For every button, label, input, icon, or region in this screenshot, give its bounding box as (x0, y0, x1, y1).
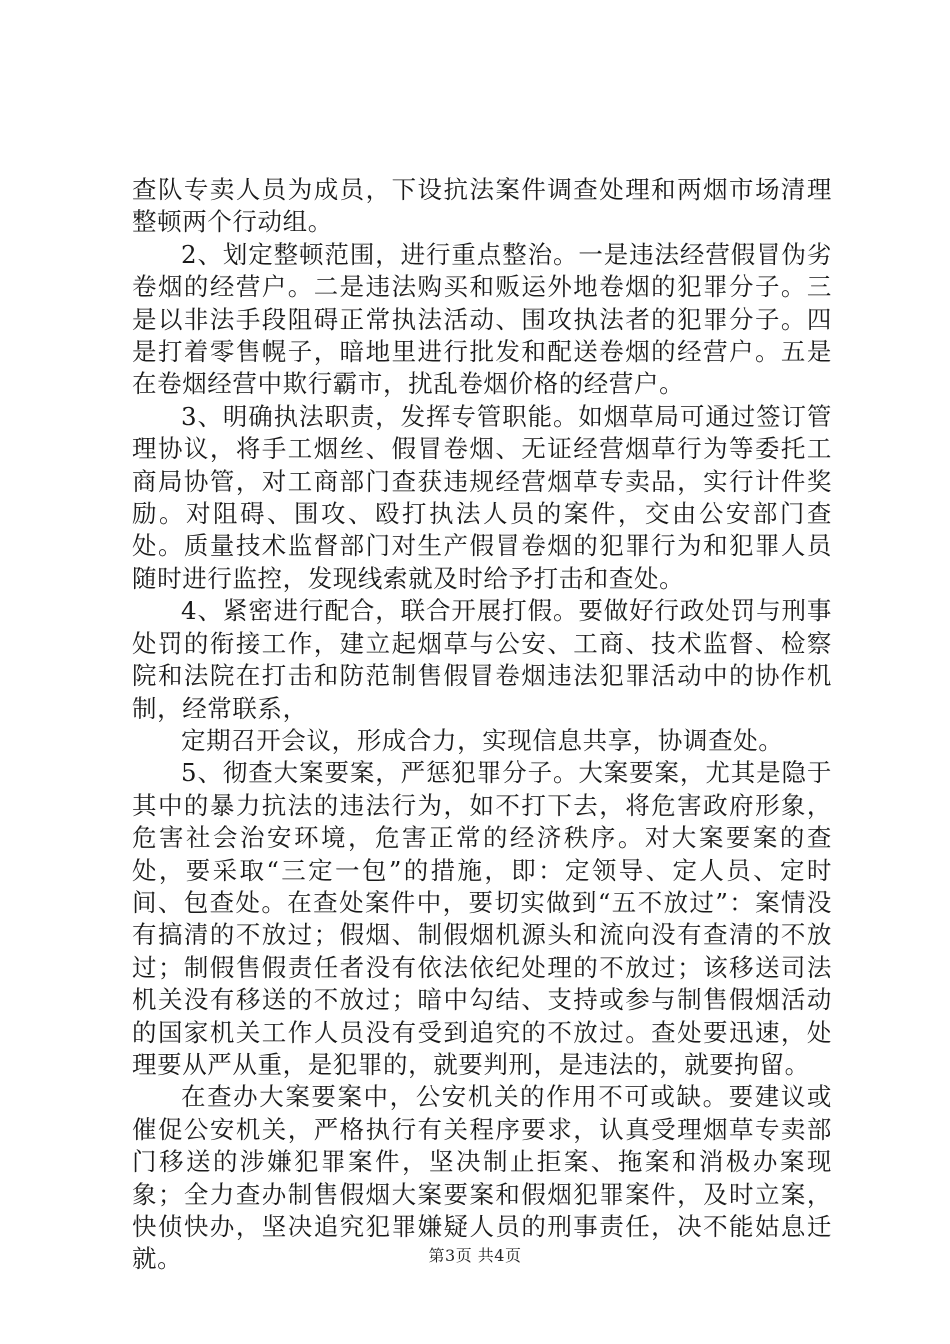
paragraph-item-2: 2、划定整顿范围，进行重点整治。一是违法经营假冒伪劣卷烟的经营户。二是违法购买和贩运外地卷烟的犯罪分子。三是以非法手段阻碍正常执法活动、围攻执法者的犯罪分子。四是打着零售幌子，暗地里进行批发和配送卷烟的经营户。五是在卷烟经营中欺行霸市，扰乱卷烟价格的经营户。 (132, 239, 832, 399)
paragraph-continuation: 查队专卖人员为成员，下设抗法案件调查处理和两烟市场清理整顿两个行动组。 (132, 175, 832, 237)
paragraph-item-4-continued: 定期召开会议，形成合力，实现信息共享，协调查处。 (181, 725, 784, 755)
paragraph-item-5: 5、彻查大案要案，严惩犯罪分子。大案要案，尤其是隐于其中的暴力抗法的违法行为，如不打下去，将危害政府形象，危害社会治安环境，危害正常的经济秩序。对大案要案的查处，要采取“三定一包”的措施，即：定领导、定人员、定时间、包查处。在查处案件中，要切实做到“五不放过”：案情没有搞清的不放过；假烟、制假烟机源头和流向没有查清的不放过；制假售假责任者没有依法依纪处理的不放过；该移送司法机关没有移送的不放过；暗中勾结、支持或参与制售假烟活动的国家机关工作人员没有受到追究的不放过。查处要迅速，处理要从严从重，是犯罪的，就要判刑，是违法的，就要拘留。 (132, 758, 832, 1079)
document-body (132, 174, 832, 1276)
paragraph-public-security: 在查办大案要案中，公安机关的作用不可或缺。要建议或催促公安机关，严格执行有关程序要求，认真受理烟草专卖部门移送的涉嫌犯罪案件，坚决制止拒案、拖案和消极办案现象；全力查办制售假烟大案要案和假烟犯罪案件，及时立案，快侦快办，坚决追究犯罪嫌疑人员的刑事责任，决不能姑息迁就。 (132, 1082, 832, 1274)
page-footer: 第3页 共4页 (428, 1246, 522, 1265)
paragraph-item-3: 3、明确执法职责，发挥专管职能。如烟草局可通过签订管理协议，将手工烟丝、假冒卷烟、无证经营烟草行为等委托工商局协管，对工商部门查获违规经营烟草专卖品，实行计件奖励。对阻碍、围攻、殴打执法人员的案件，交由公安部门查处。质量技术监督部门对生产假冒卷烟的犯罪行为和犯罪人员随时进行监控，发现线索就及时给予打击和查处。 (132, 401, 832, 593)
paragraph-item-4: 4、紧密进行配合，联合开展打假。要做好行政处罚与刑事处罚的衔接工作，建立起烟草与公安、工商、技术监督、检察院和法院在打击和防范制售假冒卷烟违法犯罪活动中的协作机制，经常联系， (132, 596, 832, 723)
